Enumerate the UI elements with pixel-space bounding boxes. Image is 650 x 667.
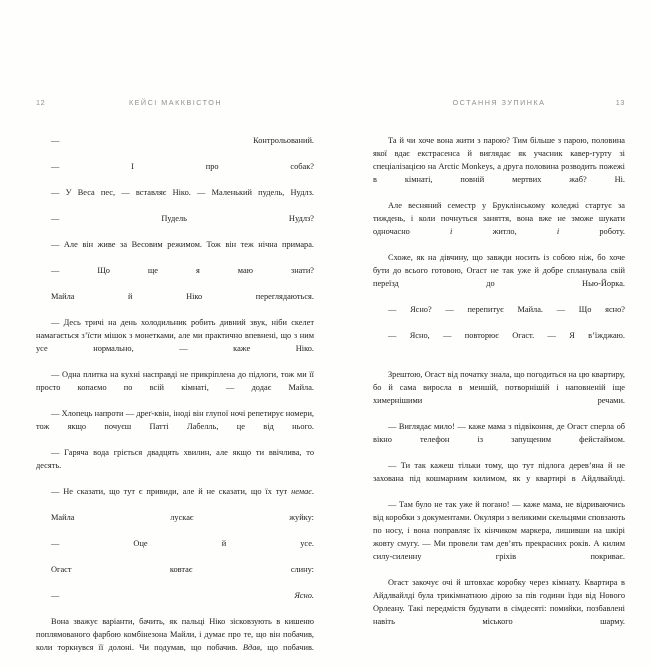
paragraph: — Ясно, — повторює Огаст. — Я в’їжджаю. (388, 331, 625, 340)
paragraph: — У Веса пес, — вставляє Ніко. — Маленький пудель, Нудлз. (51, 188, 314, 197)
paragraph: Вона зважує варіанти, бачить, як пальці Ніко зісковзують в кишеню поплямованого фарбою комбінезона Майли, і думає про те, що він побачив, коли торкнувся її долоні. Чи подумав, що побачив. Вдав, що побачив. (36, 617, 314, 652)
left-page (0, 0, 325, 650)
paragraph: — Оце й усе. (51, 539, 314, 548)
paragraph: — Ясно? — перепитує Майла. — Що ясно? (388, 305, 625, 314)
paragraph: — Не сказати, що тут є привиди, але й не сказати, що їх тут немає. (51, 487, 314, 496)
paragraph: — Десь тричі на день холодильник робить дивний звук, ніби скелет намагається з’їсти мішок з монетками, але ми практично впевнені, що з ним усе нормально, — каже Ніко. (36, 318, 314, 353)
paragraph: — Але він живе за Весовим режимом. Тож він теж нічна примара. (51, 240, 314, 249)
left-page-textblock (36, 134, 314, 667)
paragraph: — Що ще я маю знати? (51, 266, 314, 275)
paragraph: Але весняний семестр у Бруклінському коледжі стартує за тиждень, і коли почнуться заняття, вона вже не зможе шукати одночасно і житло, і роботу. (373, 201, 625, 236)
paragraph: Схоже, як на дівчину, що завжди носить із собою ніж, бо хоче бути до всього готовою, Огаст не так уже й добре спланувала свій переїзд до Нью-Йорка. (373, 253, 625, 288)
paragraph: — Контрольований. (51, 136, 314, 145)
right-page-folio: 13 (615, 98, 625, 107)
paragraph: — Виглядає мило! — каже мама з підвіконня, де Огаст сперла об вікно телефон із запущеним фейстаймом. (373, 422, 625, 444)
left-page-folio: 12 (36, 98, 46, 107)
paragraph: Огаст закочує очі й штовхає коробку через кімнату. Квартира в Айдлвайлді була трикімнатною дірою за пів години їзди від Нового Орлеану. Такі передмістя будувати в сімдесяті: помийки, позбавлені навіть міського шарму. (373, 578, 625, 626)
paragraph: Огаст ковтає слину: (51, 565, 314, 574)
right-page (325, 0, 650, 650)
paragraph: — Пудель Нудлз? (51, 214, 314, 223)
paragraph: — Ясно. (51, 591, 314, 600)
paragraph: — І про собак? (51, 162, 314, 171)
right-page-textblock (373, 134, 625, 641)
paragraph: — Гаряча вода гріється двадцять хвилин, але якщо ти ввічлива, то десять. (36, 448, 314, 470)
right-page-runhead-title: ОСТАННЯ ЗУПИНКА (452, 98, 546, 107)
paragraph: Зрештою, Огаст від початку знала, що погодиться на цю квартиру, бо й сама виросла в меншій, потворнішій і наповненій іще химернішими речами. (373, 370, 625, 405)
paragraph: Майла лускає жуйку: (51, 513, 314, 522)
paragraph: Та й чи хоче вона жити з парою? Тим більше з парою, половина якої вдає екстрасенса й виглядає як учасник кавер-гурту зі спеціалізацією на Arctic Monkeys, а друга половина розводить пожежі в кімнаті, повній мертвих жаб? Ні. (373, 136, 625, 184)
paragraph: — Там було не так уже й погано! — каже мама, не відриваючись від коробки з документами. Окуляри з великими скельцями сповзають по носу, і вона поправляє їх кінчиком маркера, лишивши на шкірі жовту смугу. — Ми провели там дев’ять прекрасних років. А килим силу-силенну гріхів покриває. (373, 500, 625, 561)
paragraph: — Хлопець напроти — дреґ-квін, іноді він глупої ночі репетирує номери, тож якщо почуєш Патті Лабелль, це від нього. (36, 409, 314, 431)
left-page-runhead-title: КЕЙСІ МАККВІСТОН (128, 98, 223, 107)
paragraph: — Одна плитка на кухні насправді не прикріплена до підлоги, тож ми її просто копаємо по всій кімнаті, — додає Майла. (36, 370, 314, 392)
right-page-running-head (373, 98, 625, 112)
paragraph: Майла й Ніко переглядаються. (51, 292, 314, 301)
left-page-running-head (36, 98, 315, 112)
paragraph: — Ти так кажеш тільки тому, що тут підлога дерев’яна й не захована під кошмарним килимом, як у квартирі в Айдлвайлді. (373, 461, 625, 483)
